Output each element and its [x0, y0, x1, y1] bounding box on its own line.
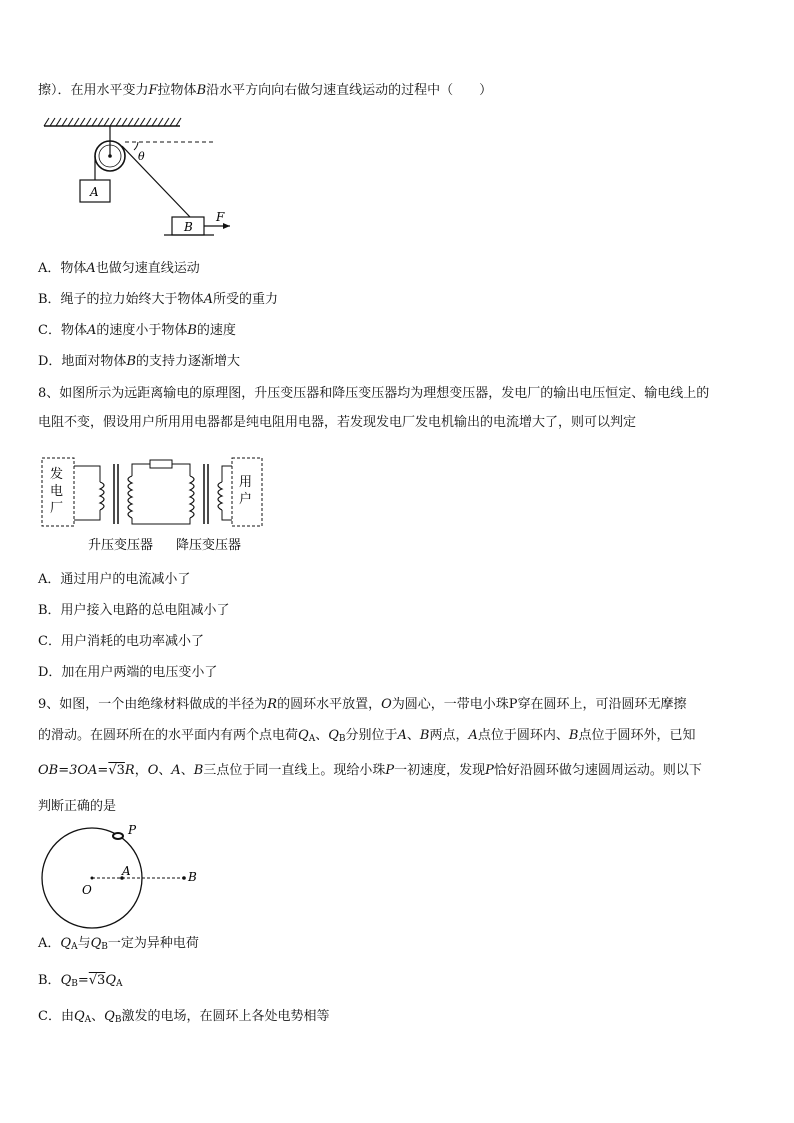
q7-stem: 擦）．在用水平变力F拉物体B沿水平方向向右做匀速直线运动的过程中（ ）: [38, 83, 493, 98]
step-down-caption: 降压变压器: [176, 538, 242, 553]
svg-text:厂: 厂: [50, 501, 64, 516]
step-up-secondary-coil: [128, 476, 132, 518]
q7-option-a[interactable]: A．物体A也做匀速直线运动: [38, 261, 200, 276]
bead-p: [113, 833, 123, 839]
bead-p-label: P: [128, 823, 137, 837]
q8-stem-line2: 电阻不变，假设用户所用用电器都是纯电阻用电器，若发现发电厂发电机输出的电流增大了，则可以判定: [38, 415, 637, 430]
q9-option-c[interactable]: C．由$Q_A$、$Q_B$激发的电场，在圆环上各处电势相等: [38, 1009, 330, 1025]
q7-option-c[interactable]: C．物体A的速度小于物体B的速度: [38, 323, 236, 338]
step-down-primary-coil: [190, 476, 194, 518]
center-o-label: O: [82, 883, 92, 897]
q9-option-a[interactable]: A．$Q_A$与$Q_B$一定为异种电荷: [38, 936, 199, 952]
step-up-primary-coil: [100, 482, 104, 510]
q7-pulley-figure: [38, 112, 238, 242]
step-down-secondary-coil: [218, 482, 222, 510]
q9-option-b[interactable]: B．$Q_B=√3Q_A$: [38, 973, 123, 989]
block-b-label: B: [184, 220, 193, 234]
line-resistor: [150, 460, 172, 468]
q8-option-a[interactable]: A．通过用户的电流减小了: [38, 572, 191, 587]
point-b: [182, 876, 186, 880]
step-up-caption: 升压变压器: [88, 538, 154, 553]
q9-stem-line4: 判断正确的是: [38, 799, 117, 814]
ceiling-hatch: [44, 118, 181, 126]
rope-to-b: [122, 146, 190, 217]
svg-text:电: 电: [50, 484, 64, 499]
q9-stem-line1: 9、如图，一个由绝缘材料做成的半径为R的圆环水平放置，O为圆心，一带电小珠P穿在圆环上，可沿圆环无摩擦: [38, 697, 687, 712]
force-label: F: [216, 210, 225, 224]
q8-option-b[interactable]: B．用户接入电路的总电阻减小了: [38, 603, 230, 618]
block-a-label: A: [90, 185, 99, 199]
svg-text:用: 用: [239, 475, 253, 490]
q7-option-d[interactable]: D．地面对物体B的支持力逐渐增大: [38, 354, 241, 369]
q8-stem-line1: 8、如图所示为远距离输电的原理图，升压变压器和降压变压器均为理想变压器，发电厂的输出电压恒定、输电线上的: [38, 386, 710, 401]
q8-option-c[interactable]: C．用户消耗的电功率减小了: [38, 634, 204, 649]
svg-text:发: 发: [50, 467, 64, 482]
theta-label: θ: [138, 150, 145, 163]
point-a-label: A: [122, 864, 131, 878]
q9-stem-line3: OB=3OA=√3R，O、A、B三点位于同一直线上。现给小珠P一初速度，发现P恰好沿圆环做匀速圆周运动。则以下: [38, 763, 702, 778]
q9-ring-figure: [38, 822, 218, 932]
svg-text:户: 户: [239, 492, 253, 507]
q9-stem-line2: 的滑动。在圆环所在的水平面内有两个点电荷$Q_A$、$Q_B$分别位于A、B两点，A点位于圆环内、B点位于圆环外，已知: [38, 728, 696, 744]
q8-option-d[interactable]: D．加在用户两端的电压变小了: [38, 665, 218, 680]
point-b-label: B: [188, 870, 197, 884]
q8-transmission-figure: [38, 452, 268, 556]
q7-option-b[interactable]: B．绳子的拉力始终大于物体A所受的重力: [38, 292, 278, 307]
